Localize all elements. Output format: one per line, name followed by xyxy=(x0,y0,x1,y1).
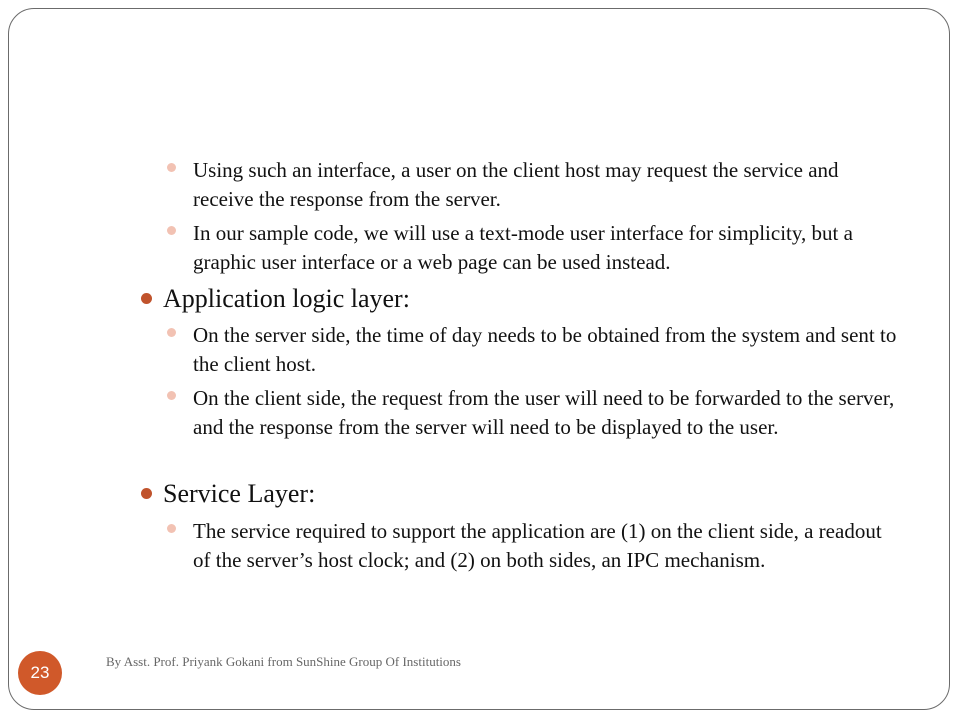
sub-bullet-text: On the server side, the time of day needs to be obtained from the system and sent to the client host. xyxy=(193,323,897,376)
main-bullet-text: Application logic layer: xyxy=(163,284,410,313)
sub-bullet xyxy=(193,517,898,575)
sub-bullet-text: In our sample code, we will use a text-mode user interface for simplicity, but a graphic user interface or a web page can be used instead. xyxy=(193,221,853,274)
sub-bullet xyxy=(193,219,898,277)
sub-bullet-text: Using such an interface, a user on the client host may request the service and receive the response from the server. xyxy=(193,158,839,211)
sub-bullet xyxy=(193,321,898,379)
sub-bullet-dot-icon xyxy=(167,163,176,172)
main-bullet-dot-icon xyxy=(141,488,152,499)
main-bullet xyxy=(163,477,903,511)
sub-bullet-dot-icon xyxy=(167,328,176,337)
sub-bullet xyxy=(193,156,898,214)
sub-bullet-dot-icon xyxy=(167,524,176,533)
sub-bullet-dot-icon xyxy=(167,226,176,235)
main-bullet xyxy=(163,282,903,316)
main-bullet-text: Service Layer: xyxy=(163,479,316,508)
footer-author: By Asst. Prof. Priyank Gokani from SunShine Group Of Institutions xyxy=(106,654,461,669)
page-number-badge: 23 xyxy=(18,651,62,695)
sub-bullet-dot-icon xyxy=(167,391,176,400)
sub-bullet xyxy=(193,384,905,442)
main-bullet-dot-icon xyxy=(141,293,152,304)
sub-bullet-text: On the client side, the request from the user will need to be forwarded to the server, and the response from the server will need to be displayed to the user. xyxy=(193,386,895,439)
sub-bullet-text: The service required to support the application are (1) on the client side, a readout of the server’s host clock; and (2) on both sides, an IPC mechanism. xyxy=(193,519,882,572)
